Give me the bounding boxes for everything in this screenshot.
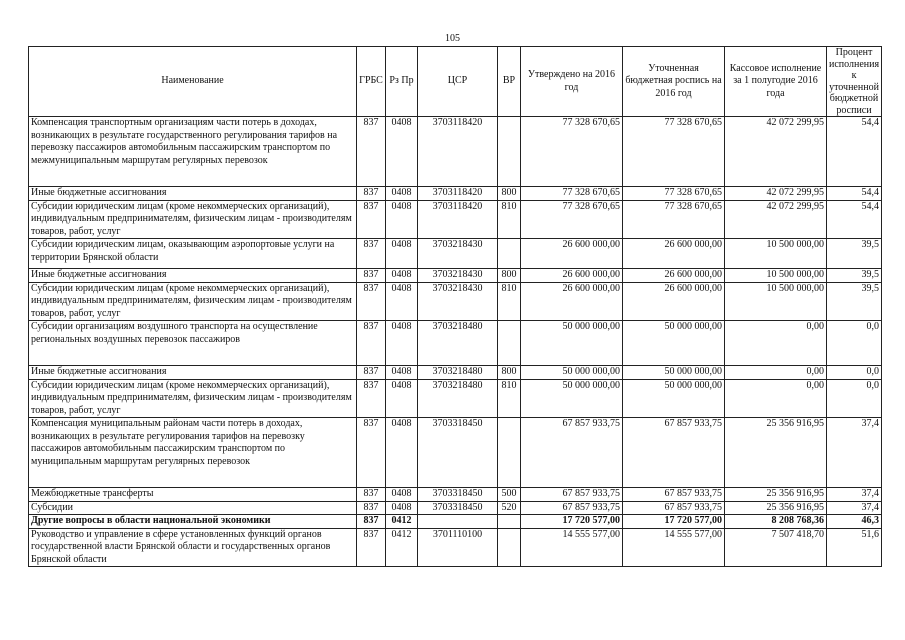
cell-percent: 0,0 xyxy=(827,321,882,366)
cell-csr: 3703218430 xyxy=(418,239,498,269)
cell-percent: 37,4 xyxy=(827,501,882,515)
cell-percent: 37,4 xyxy=(827,488,882,502)
table-row xyxy=(29,515,882,529)
cell-approved: 26 600 000,00 xyxy=(521,269,623,283)
cell-approved: 26 600 000,00 xyxy=(521,239,623,269)
cell-name: Субсидии организациям воздушного транспорта на осуществление региональных воздушных перевозок пассажиров xyxy=(29,321,357,366)
cell-percent: 54,4 xyxy=(827,200,882,239)
cell-cash: 42 072 299,95 xyxy=(725,187,827,201)
cell-vr xyxy=(498,117,521,187)
cell-approved: 67 857 933,75 xyxy=(521,418,623,488)
cell-csr: 3703118420 xyxy=(418,187,498,201)
cell-refined: 67 857 933,75 xyxy=(623,418,725,488)
cell-rz: 0408 xyxy=(386,239,418,269)
cell-rz: 0408 xyxy=(386,321,418,366)
cell-cash: 42 072 299,95 xyxy=(725,200,827,239)
cell-name: Иные бюджетные ассигнования xyxy=(29,366,357,380)
cell-refined: 50 000 000,00 xyxy=(623,379,725,418)
table-row xyxy=(29,379,882,418)
cell-approved: 77 328 670,65 xyxy=(521,200,623,239)
cell-grbs: 837 xyxy=(357,239,386,269)
table-row xyxy=(29,239,882,269)
cell-refined: 50 000 000,00 xyxy=(623,321,725,366)
cell-csr: 3703318450 xyxy=(418,488,498,502)
cell-cash: 0,00 xyxy=(725,321,827,366)
cell-name: Субсидии юридическим лицам (кроме некоммерческих организаций), индивидуальным предпринимателям, физическим лицам - производителям товаров, работ, услуг xyxy=(29,282,357,321)
table-row xyxy=(29,528,882,567)
cell-percent: 39,5 xyxy=(827,239,882,269)
table-row xyxy=(29,501,882,515)
cell-csr: 3703318450 xyxy=(418,501,498,515)
cell-csr: 3703118420 xyxy=(418,200,498,239)
cell-name: Субсидии юридическим лицам (кроме некоммерческих организаций), индивидуальным предпринимателям, физическим лицам - производителям товаров, работ, услуг xyxy=(29,379,357,418)
cell-rz: 0408 xyxy=(386,200,418,239)
page-number: 105 xyxy=(445,33,460,44)
cell-vr xyxy=(498,515,521,529)
table-row xyxy=(29,200,882,239)
cell-grbs: 837 xyxy=(357,528,386,567)
cell-csr: 3703218430 xyxy=(418,269,498,283)
cell-approved: 26 600 000,00 xyxy=(521,282,623,321)
cell-rz: 0408 xyxy=(386,379,418,418)
cell-approved: 67 857 933,75 xyxy=(521,501,623,515)
cell-rz: 0408 xyxy=(386,501,418,515)
cell-csr: 3703218480 xyxy=(418,366,498,380)
cell-csr: 3701110100 xyxy=(418,528,498,567)
cell-csr: 3703218430 xyxy=(418,282,498,321)
cell-vr xyxy=(498,239,521,269)
budget-table xyxy=(28,46,882,567)
cell-cash: 0,00 xyxy=(725,379,827,418)
cell-refined: 26 600 000,00 xyxy=(623,269,725,283)
cell-rz: 0408 xyxy=(386,282,418,321)
cell-percent: 39,5 xyxy=(827,269,882,283)
cell-name: Межбюджетные трансферты xyxy=(29,488,357,502)
cell-cash: 0,00 xyxy=(725,366,827,380)
header-name: Наименование xyxy=(29,47,357,117)
cell-approved: 14 555 577,00 xyxy=(521,528,623,567)
cell-name: Субсидии юридическим лицам, оказывающим аэропортовые услуги на территории Брянской области xyxy=(29,239,357,269)
cell-csr: 3703218480 xyxy=(418,379,498,418)
cell-refined: 26 600 000,00 xyxy=(623,239,725,269)
cell-vr xyxy=(498,528,521,567)
cell-refined: 77 328 670,65 xyxy=(623,187,725,201)
cell-csr: 3703318450 xyxy=(418,418,498,488)
cell-grbs: 837 xyxy=(357,282,386,321)
cell-rz: 0408 xyxy=(386,187,418,201)
cell-cash: 10 500 000,00 xyxy=(725,239,827,269)
cell-rz: 0412 xyxy=(386,528,418,567)
header-csr: ЦСР xyxy=(418,47,498,117)
cell-cash: 25 356 916,95 xyxy=(725,501,827,515)
cell-refined: 26 600 000,00 xyxy=(623,282,725,321)
table-row xyxy=(29,366,882,380)
cell-rz: 0408 xyxy=(386,418,418,488)
cell-refined: 77 328 670,65 xyxy=(623,117,725,187)
table-row xyxy=(29,321,882,366)
header-approved: Утверждено на 2016 год xyxy=(521,47,623,117)
cell-grbs: 837 xyxy=(357,366,386,380)
cell-name: Компенсация муниципальным районам части потерь в доходах, возникающих в результате регулирования тарифов на перевозку пассажиров автомобильным пассажирским транспортом по муниципальным маршрутам регулярных перевозок xyxy=(29,418,357,488)
cell-csr: 3703218480 xyxy=(418,321,498,366)
header-vr: ВР xyxy=(498,47,521,117)
cell-grbs: 837 xyxy=(357,515,386,529)
cell-vr: 520 xyxy=(498,501,521,515)
cell-rz: 0408 xyxy=(386,269,418,283)
table-header-row xyxy=(29,47,882,117)
cell-percent: 37,4 xyxy=(827,418,882,488)
cell-csr: 3703118420 xyxy=(418,117,498,187)
cell-approved: 50 000 000,00 xyxy=(521,379,623,418)
table-row xyxy=(29,187,882,201)
cell-name: Компенсация транспортным организациям части потерь в доходах, возникающих в результате государственного регулирования тарифов на перевозку пассажиров автомобильным пассажирским транспортом по межмуниципальным маршрутам регулярных перевозок xyxy=(29,117,357,187)
cell-name: Руководство и управление в сфере установленных функций органов государственной власти Брянской области и государственных органов Брянской области xyxy=(29,528,357,567)
cell-grbs: 837 xyxy=(357,200,386,239)
cell-name: Иные бюджетные ассигнования xyxy=(29,269,357,283)
cell-grbs: 837 xyxy=(357,379,386,418)
cell-percent: 51,6 xyxy=(827,528,882,567)
cell-grbs: 837 xyxy=(357,321,386,366)
cell-rz: 0408 xyxy=(386,488,418,502)
cell-cash: 10 500 000,00 xyxy=(725,269,827,283)
cell-name: Другие вопросы в области национальной экономики xyxy=(29,515,357,529)
cell-grbs: 837 xyxy=(357,501,386,515)
cell-grbs: 837 xyxy=(357,488,386,502)
cell-cash: 10 500 000,00 xyxy=(725,282,827,321)
cell-name: Субсидии юридическим лицам (кроме некоммерческих организаций), индивидуальным предпринимателям, физическим лицам - производителям товаров, работ, услуг xyxy=(29,200,357,239)
cell-vr: 800 xyxy=(498,269,521,283)
cell-vr: 800 xyxy=(498,187,521,201)
table-row xyxy=(29,418,882,488)
table-row xyxy=(29,282,882,321)
cell-vr: 810 xyxy=(498,200,521,239)
header-refined: Уточненная бюджетная роспись на 2016 год xyxy=(623,47,725,117)
cell-rz: 0408 xyxy=(386,366,418,380)
cell-percent: 54,4 xyxy=(827,187,882,201)
cell-percent: 0,0 xyxy=(827,379,882,418)
cell-cash: 25 356 916,95 xyxy=(725,418,827,488)
header-rz: Рз Пр xyxy=(386,47,418,117)
cell-approved: 77 328 670,65 xyxy=(521,117,623,187)
cell-grbs: 837 xyxy=(357,269,386,283)
cell-refined: 67 857 933,75 xyxy=(623,488,725,502)
cell-percent: 46,3 xyxy=(827,515,882,529)
cell-csr xyxy=(418,515,498,529)
cell-approved: 17 720 577,00 xyxy=(521,515,623,529)
cell-vr: 800 xyxy=(498,366,521,380)
cell-approved: 67 857 933,75 xyxy=(521,488,623,502)
cell-vr xyxy=(498,321,521,366)
cell-grbs: 837 xyxy=(357,187,386,201)
table-row xyxy=(29,488,882,502)
cell-refined: 67 857 933,75 xyxy=(623,501,725,515)
cell-vr xyxy=(498,418,521,488)
header-percent: Процент исполнения к уточненной бюджетной росписи xyxy=(827,47,882,117)
table-row xyxy=(29,269,882,283)
table-body xyxy=(29,117,882,567)
cell-approved: 77 328 670,65 xyxy=(521,187,623,201)
cell-cash: 42 072 299,95 xyxy=(725,117,827,187)
cell-percent: 39,5 xyxy=(827,282,882,321)
cell-vr: 810 xyxy=(498,282,521,321)
cell-rz: 0412 xyxy=(386,515,418,529)
cell-cash: 8 208 768,36 xyxy=(725,515,827,529)
cell-grbs: 837 xyxy=(357,117,386,187)
cell-rz: 0408 xyxy=(386,117,418,187)
cell-refined: 77 328 670,65 xyxy=(623,200,725,239)
cell-cash: 25 356 916,95 xyxy=(725,488,827,502)
header-grbs: ГРБС xyxy=(357,47,386,117)
cell-name: Субсидии xyxy=(29,501,357,515)
cell-grbs: 837 xyxy=(357,418,386,488)
cell-percent: 0,0 xyxy=(827,366,882,380)
cell-refined: 50 000 000,00 xyxy=(623,366,725,380)
cell-name: Иные бюджетные ассигнования xyxy=(29,187,357,201)
cell-vr: 810 xyxy=(498,379,521,418)
cell-refined: 17 720 577,00 xyxy=(623,515,725,529)
cell-approved: 50 000 000,00 xyxy=(521,321,623,366)
table-row xyxy=(29,117,882,187)
cell-vr: 500 xyxy=(498,488,521,502)
cell-percent: 54,4 xyxy=(827,117,882,187)
cell-refined: 14 555 577,00 xyxy=(623,528,725,567)
cell-cash: 7 507 418,70 xyxy=(725,528,827,567)
cell-approved: 50 000 000,00 xyxy=(521,366,623,380)
header-cash: Кассовое исполнение за 1 полугодие 2016 года xyxy=(725,47,827,117)
